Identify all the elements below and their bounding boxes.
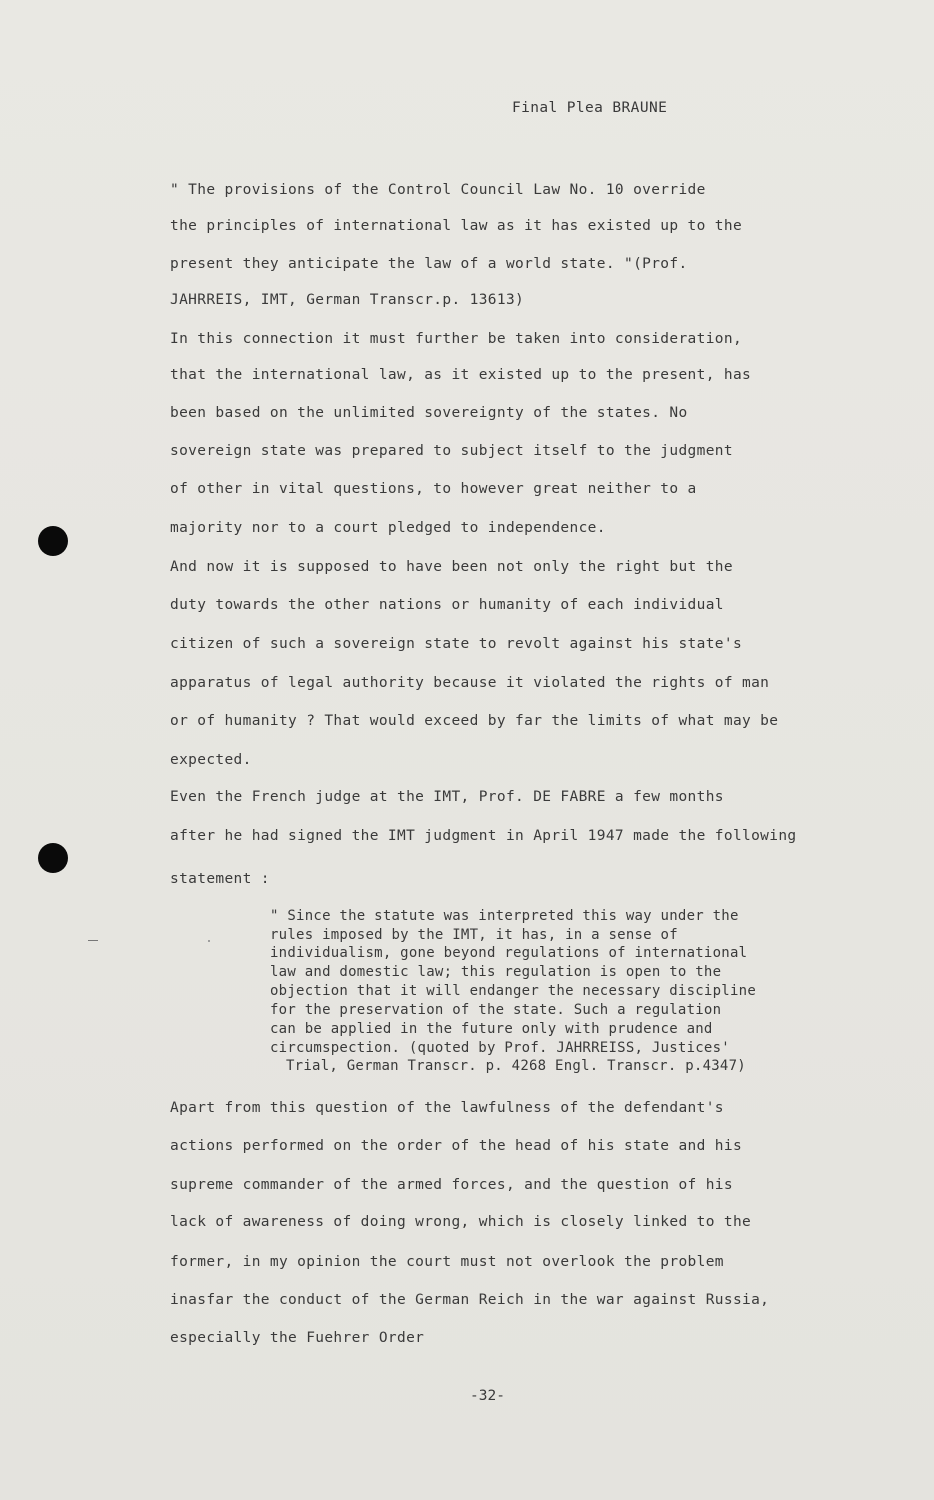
- text-line: after he had signed the IMT judgment in April 1947 made the following: [170, 828, 797, 844]
- text-line: inasfar the conduct of the German Reich in the war against Russia,: [170, 1292, 770, 1308]
- text-line: apparatus of legal authority because it violated the rights of man: [170, 675, 770, 691]
- margin-mark: [88, 940, 98, 941]
- text-line: Apart from this question of the lawfulness of the defendant's: [170, 1100, 724, 1116]
- quote-line: " Since the statute was interpreted this way under the: [270, 908, 739, 924]
- text-line: present they anticipate the law of a world state. "(Prof.: [170, 256, 688, 272]
- text-line: the principles of international law as it has existed up to the: [170, 218, 743, 234]
- text-line: lack of awareness of doing wrong, which is closely linked to the: [170, 1214, 752, 1230]
- quote-line: circumspection. (quoted by Prof. JAHRREISS, Justices': [270, 1040, 730, 1056]
- text-line: In this connection it must further be taken into consideration,: [170, 331, 743, 347]
- text-line: JAHRREIS, IMT, German Transcr.p. 13613): [170, 292, 525, 308]
- text-line: statement :: [170, 871, 270, 887]
- punch-hole-lower: [38, 843, 68, 873]
- text-line: of other in vital questions, to however great neither to a: [170, 481, 697, 497]
- text-line: been based on the unlimited sovereignty of the states. No: [170, 405, 688, 421]
- text-line: Even the French judge at the IMT, Prof. DE FABRE a few months: [170, 789, 724, 805]
- text-line: sovereign state was prepared to subject itself to the judgment: [170, 443, 733, 459]
- text-line: citizen of such a sovereign state to revolt against his state's: [170, 636, 743, 652]
- quote-line: objection that it will endanger the necessary discipline: [270, 983, 757, 999]
- text-line: supreme commander of the armed forces, and the question of his: [170, 1177, 733, 1193]
- quote-line: individualism, gone beyond regulations of international: [270, 945, 748, 961]
- page-number: -32-: [470, 1388, 505, 1404]
- quote-line: can be applied in the future only with prudence and: [270, 1021, 713, 1037]
- quote-line: for the preservation of the state. Such a regulation: [270, 1002, 722, 1018]
- text-line: actions performed on the order of the head of his state and his: [170, 1138, 743, 1154]
- text-line: majority nor to a court pledged to independence.: [170, 520, 606, 536]
- punch-hole-upper: [38, 526, 68, 556]
- text-line: or of humanity ? That would exceed by far the limits of what may be: [170, 713, 779, 729]
- quote-line: rules imposed by the IMT, it has, in a sense of: [270, 927, 678, 943]
- text-line: duty towards the other nations or humanity of each individual: [170, 597, 724, 613]
- margin-dot: [208, 940, 210, 942]
- quote-line: law and domestic law; this regulation is open to the: [270, 964, 722, 980]
- text-line: And now it is supposed to have been not only the right but the: [170, 559, 733, 575]
- text-line: especially the Fuehrer Order: [170, 1330, 425, 1346]
- page-header: Final Plea BRAUNE: [512, 100, 668, 116]
- text-line: expected.: [170, 752, 252, 768]
- text-line: former, in my opinion the court must not overlook the problem: [170, 1254, 724, 1270]
- quote-line: Trial, German Transcr. p. 4268 Engl. Transcr. p.4347): [286, 1058, 746, 1074]
- text-line: that the international law, as it existed up to the present, has: [170, 367, 752, 383]
- text-line: " The provisions of the Control Council Law No. 10 override: [170, 182, 706, 198]
